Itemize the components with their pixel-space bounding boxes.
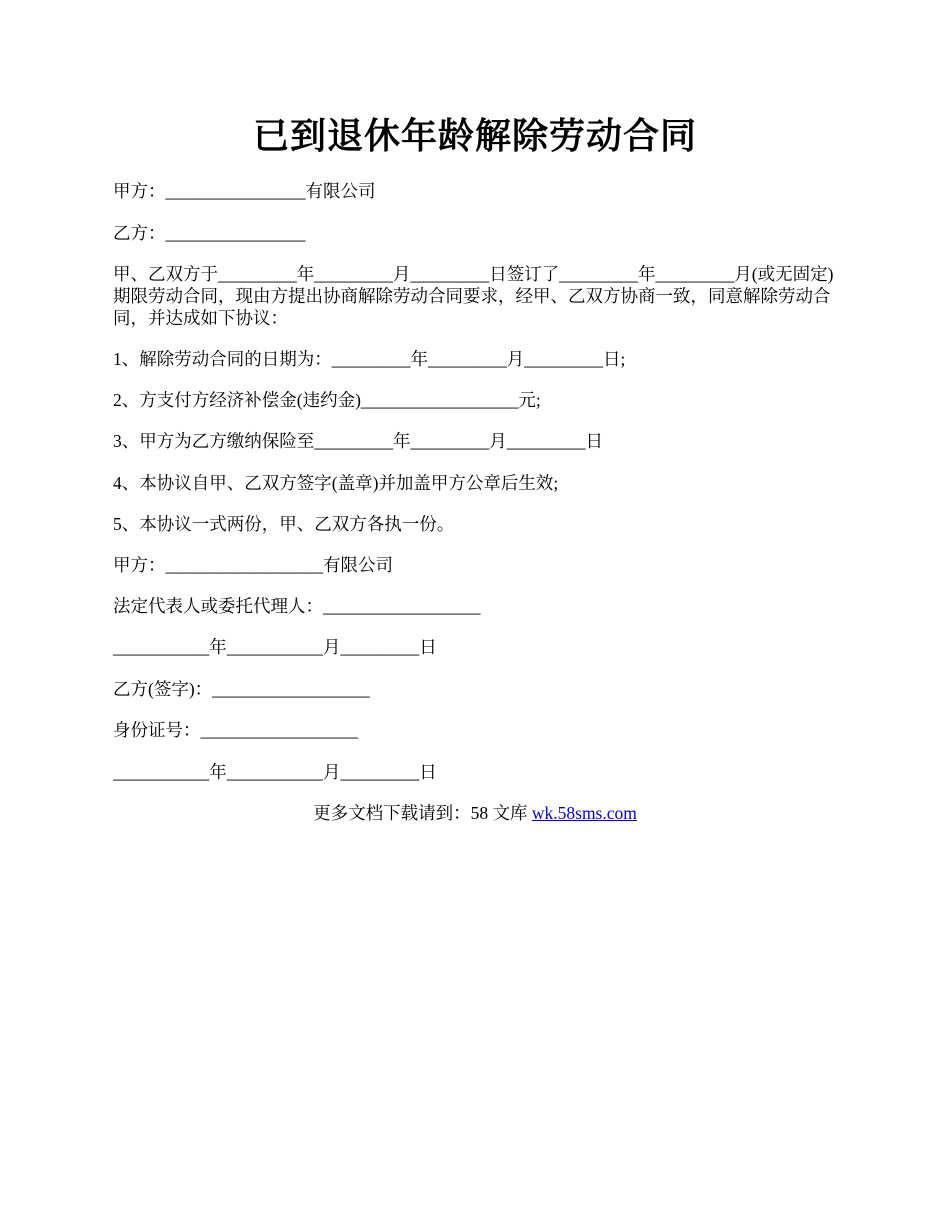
clause-1: 1、解除劳动合同的日期为：_________年_________月_________日;: [113, 349, 626, 369]
clause-4: 4、本协议自甲、乙双方签字(盖章)并加盖甲方公章后生效;: [113, 473, 559, 493]
party-b-line: 乙方：________________: [113, 223, 306, 243]
signature-date-b: ___________年___________月_________日: [113, 762, 437, 782]
preamble-paragraph: 甲、乙双方于_________年_________月_________日签订了_________年_________月(或无固定)期限劳动合同，现由方提出协商解除劳动合同要求，经甲、乙双方协商一致，同意解除劳动合同，并达成如下协议：: [113, 264, 834, 328]
clause-5: 5、本协议一式两份，甲、乙双方各执一份。: [113, 514, 455, 534]
signature-party-a: 甲方：__________________有限公司: [113, 555, 393, 575]
clause-2: 2、方支付方经济补偿金(违约金)__________________元;: [113, 390, 541, 410]
download-footer: [0, 802, 950, 824]
footer-link[interactable]: wk.58sms.com: [531, 803, 637, 823]
id-number-line: 身份证号：__________________: [113, 720, 358, 740]
clause-3: 3、甲方为乙方缴纳保险至_________年_________月_________日: [113, 431, 603, 451]
signature-representative: 法定代表人或委托代理人：__________________: [113, 596, 481, 616]
signature-party-b: 乙方(签字)：__________________: [113, 679, 370, 699]
signature-date-a: ___________年___________月_________日: [113, 637, 437, 657]
document-title: 已到退休年龄解除劳动合同: [252, 116, 697, 156]
party-a-line: 甲方：________________有限公司: [113, 181, 376, 201]
footer-text: 更多文档下载请到：58 文库: [313, 803, 532, 823]
